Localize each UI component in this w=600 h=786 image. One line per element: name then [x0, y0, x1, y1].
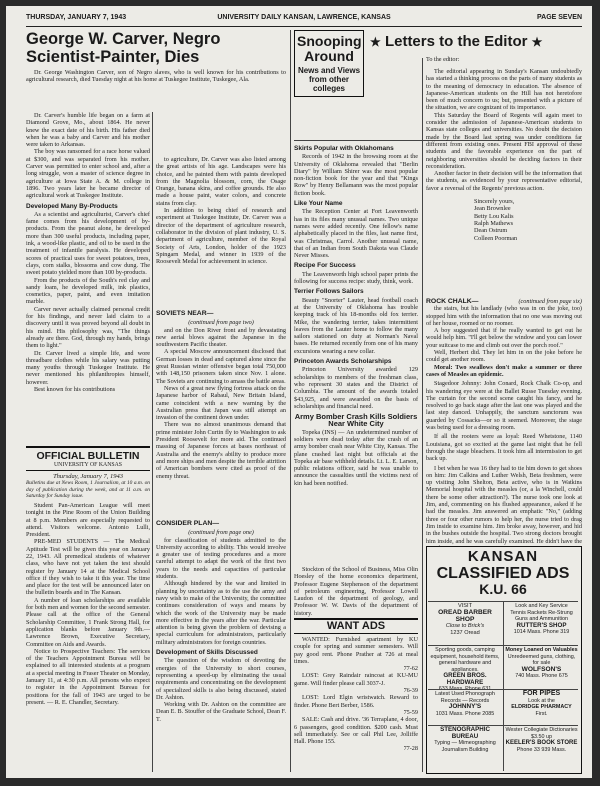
bulletin-item: Student Pan-American League will meet tonight in the Pine Room of the Union Building at 8 p.m. Members are especially requested to attend. Visitors welcome. Antonio Lulli, President. [26, 501, 150, 539]
ad-line: 740 Mass. Phone 675 [515, 673, 568, 679]
consider-subhead: Development of Skills Discussed [156, 649, 258, 657]
masthead-paper-name: UNIVERSITY DAILY KANSAN, LAWRENCE, KANSAS [217, 14, 391, 21]
consider-paragraph: The question of the wisdom of devoting the energies of the University to short courses, representing a speed-up by eliminating the usual requirements and concentrating on the development of specialized skills is also being discussed, stated Dr. Ashton. [156, 657, 286, 701]
ad-line: Sporting goods, camping equipment, household items, general hardware and appliances. [430, 647, 500, 673]
ad-line: OREAD BARBER SHOP [438, 608, 492, 623]
letters-title [370, 32, 582, 52]
ad-wolfsons [505, 647, 578, 687]
masthead-page-number: PAGE SEVEN [537, 14, 582, 21]
carver-headline: George W. Carver, Negro Scientist-Painter, Dies [26, 30, 221, 66]
bulletin-date: Thursday, January 7, 1943 [53, 473, 123, 480]
letters-signer: Colleen Poorman [474, 234, 518, 242]
soviets-paragraph: There was no almost unanimous demand that prime minister John Curtin fly to Washington to ask President Roosevelt for more aid. The continued massing of Japanese forces at bases northeast of Australia and the enemy's ability to produce more and more ships and men despite the terrible attrition of American bombers were cited as proof of the enemy threat. [156, 421, 286, 480]
bulletin-title: OFFICIAL BULLETIN [36, 450, 140, 462]
ad-divider [428, 645, 503, 646]
carver-paragraph: As a scientist and agriculturist, Carver's chief fame comes from his development of by-products. From the peanut alone, he developed more than 300 useful products, including paper, ink, a wood-like plastic, and oil to be used in the treatment of infantile paralysis. He developed scores of practical uses for sweet potatoes, trees, clays, corn stalks, blossoms and cow dung. The sweet potato yielded more than 100 by-products. [26, 210, 150, 277]
carver-column-1 [26, 112, 150, 444]
carver-paragraph: From the products of the South's red clay and sandy loam, he developed milk, ink plastics, cosmetics, paper, paint, and even imitation marble. [26, 276, 150, 306]
carver-paragraph: In addition to being chief of research and experiment at Tuskegee Institute, Dr. Carver was a director of the department of agriculture research, collaborator in the division of plant industry, U. S. department of agriculture, member of the Royal Society of Arts, London, holder of the 1923 Spingarn Medal, and winner in 1939 of the Roosevelt Medal for achievement in science. [156, 207, 286, 266]
rock-chalk-column [426, 298, 582, 545]
classified-kansan: KANSAN [467, 548, 539, 565]
letters-to: To the editor: [426, 56, 460, 63]
snooping-section-text: Princeton University awarded 129 scholarships to members of the freshman class, who represent 30 states and the District of Columbia. The amount of the awards totaled $43,925, and were awarded on the basis of scholarships and financial need. [294, 366, 418, 410]
soviets-title: SOVIETS NEAR— [156, 310, 214, 317]
consider-plan-article [156, 516, 286, 774]
column-divider [422, 58, 423, 772]
ad-line: Look and Key Service [515, 603, 568, 609]
soviets-paragraph: and on the Don River front and by devastating new aerial blows against the Japanese in the southwestern Pacific theater. [156, 326, 286, 349]
ad-line: Tennis Rackets Re-Strung [510, 609, 573, 616]
ad-oread-barber [428, 603, 502, 643]
column-divider [152, 112, 153, 772]
rock-chalk-header [426, 298, 582, 305]
bulletin-item: Notice to Prospective Teachers: The services of the Teachers Appointment Bureau will be explained to all interested students at a program at a special meeting in Fraser Theater on Monday, January 11, at 4:30 p.m. All persons who expect to register in the Appointment Bureau for positions for the fall of 1943 are urged to be present. — R. E. Chandler, Secretary. [26, 647, 150, 706]
want-ads [294, 618, 418, 774]
ad-line: 1237 Oread [450, 630, 480, 637]
carver-paragraph: Dr. Carver's humble life began on a farm at Diamond Grove, Mo., about 1864. He never knew the exact date of his birth. His father died when he was a baby and Carver and his mother were taken to Arkansas. [26, 112, 150, 149]
ad-green-bros [428, 647, 502, 692]
bomber-text: Topeka (INS) — An undetermined number of soldiers were dead today after the crash of an army bomber crash near White City, Kansas. The plane crashed last night but officials at the Topeka air base withheld details. Lt. L. E. Larson, public relations officer, said he was unable to announce the casualties until the victims next of kin had been notified. [294, 428, 418, 487]
snooping-column [294, 142, 418, 562]
ad-line: ELDRIDGE PHARMACY [511, 704, 572, 710]
ad-line: Look at the [528, 697, 555, 704]
ad-divider [504, 645, 578, 646]
carver-paragraph: Best known for his contributions [34, 385, 116, 393]
bulletin-subtitle: UNIVERSITY OF KANSAS [53, 462, 123, 468]
snooping-section-head: Terrier Follows Sailors [294, 288, 364, 296]
bulletin-header [26, 446, 150, 471]
ad-line: Money Loaned on Valuables [505, 647, 578, 653]
snooping-section-text: The Reception Center at Fort Leavenworth has in its files many unusual names. Two unique names were added recently. One fellow's name alphabetically placed in the files, last name first, was Christmas, Carrol. Another unusual name, that of an Indian from South Dakota was Claude Never Misses. [294, 208, 418, 260]
ad-line: STENOGRAPHIC BUREAU [440, 726, 490, 740]
letters-sincerely: Sincerely yours, [474, 198, 515, 206]
rock-chalk-paragraph: I bet when he was 16 they had to tie him down to get shoes on him: Jim Calkins and Luther Welsh, Beta freshmen, were up visiting John Shelton, Beta active, who is in Watkins Memorial hospital with the measles (or, a la Winchell, could there be some other attraction?). The nurse took one look at Jim, and, commenting on his flushed appearance, asked if he had the measles. Jim answered an emphatic "No," (adding three or four other rumors to help her, the nurse tried to drag Jim inside to examine him. Jim broke away, however, and hid in the bushes outside the hospital. Two strong doctors brought him inside, and he was carefully examined. He didn't have the [426, 464, 582, 545]
carver-lead [26, 69, 286, 84]
rock-chalk-title: ROCK CHALK— [426, 298, 479, 305]
snooping-section-text: Beauty "Snorter" Lauter, head football coach at the University of Oklahoma has trouble keeping track of his 18-months old fox terrier. Mike, the wandering terrier, takes intermittent leaves from the Lauter home to follow the many sailors stationed on duty at Norman's Naval bases. He returned recently from one of his many excursions wearing a new collar. [294, 296, 418, 355]
letters-title-text: Letters to the Editor [384, 33, 528, 50]
ad-line: Phone 33 939 Mass. [516, 746, 567, 753]
letters-signer: Jean Brownlee [474, 205, 511, 213]
want-ad-number: 76-39 [403, 687, 418, 695]
ad-line: Typing — Mimeographing [434, 740, 496, 747]
ad-line: Records — Records [440, 697, 490, 704]
ad-line: Wester Collegiate Dictionaries [505, 727, 578, 733]
official-bulletin [26, 446, 150, 776]
snooping-section-head: Like Your Name [294, 200, 343, 208]
consider-paragraph: Although hindered by the war and limited in planning by uncertainty as to the use the army and navy wish to make of the University, the committee continues consideration of ways and means by which the work of the University may be made more effective in the years after the war. Particular attention is being given the problem of devising a special curriculum for administrators, particularly military administrators for foreign countries. [156, 580, 286, 646]
snooping-box [294, 30, 364, 97]
carver-paragraph: Carver never actually claimed personal credit for his findings, and never laid claim to a discovery until it was proved beyond all doubt in his mind. His philosophy was, "The things already are there. God, through my hands, brings them to light." [26, 305, 150, 350]
consider-paragraph: Working with Dr. Ashton on the committee are Dean E. B. Stouffer of the Graduate School, Dean F. T. [156, 701, 286, 723]
bulletin-notice: Bulletins due at News Room, 1 Journalism, at 10 a.m. on day of publication during the week, and at 11 a.m. on Saturday for Sunday issue. [26, 480, 150, 499]
snooping-subtitle: News and Views from other colleges [297, 66, 361, 93]
consider-paragraph: Stockton of the School of Business, Miss Olin Hoesley of the home economics department, Professor Eugene Stephenson of the department of petroleum engineering, Professor Lowell Laudon of the department of geology, and Professor W. W. Davis of the department of history. [294, 566, 418, 617]
ad-line: Guns and Ammunition [514, 616, 569, 622]
star-icon: ★ [531, 35, 543, 49]
snooping-section-text: The Leavenworth high school paper prints the following for success recipe: study, think, work. [294, 270, 418, 286]
carver-subhead: Developed Many By-Products [26, 202, 118, 210]
carver-paragraph: Dr. Carver lived a simple life, and wore threadbare clothes while his salary was putting many youths through Tuskegee Institute. He never mentioned his philanthropies himself, however. [26, 349, 150, 386]
consider-continued: (continued from page one) [188, 529, 254, 537]
ad-line: Latest Used Phonograph [435, 691, 495, 697]
ad-line: Close to Brick's [445, 623, 485, 630]
carver-paragraph: to agriculture, Dr. Carver was also listed among the great artists of his age. Landscapes were his choice, and he painted them with paints developed from the Magnolia blossom, corn, the Osage Orange, banana skins, and coffee grounds. He also made a house paint, water colors, and concrete stains from clay. [156, 156, 286, 207]
rock-chalk-paragraph: Well, Herbert did. They let him in on the joke before he could get another room. [426, 349, 582, 364]
ad-line: GREEN BROS. HARDWARE [443, 672, 487, 686]
ad-divider [504, 725, 578, 726]
soviets-paragraph: A special Moscow announcement disclosed that German losses in dead and captured alone since the great Russian winter offensive began total 750,000 with 148,150 prisoners taken since Nov. 1 alone. The Soviets are continuing to amass the battle areas. [156, 348, 286, 385]
carver-paragraph: The boy was ransomed for a race horse valued at $300, and was separated from his mother. Carver was permitted to enter school and, after a long struggle, won a master of science degree in agriculture at Iowa State A. & M. college in 1896. Two years later he became director of agricultural work at Tuskegee Institute. [26, 148, 150, 200]
want-ads-title: WANT ADS [294, 618, 418, 634]
bulletin-item: A number of loan scholarships are available for both men and women for the second semester. Please call at the office of the General Scholarship Committee, 1 Frank Strong Hall, for application blanks before January 9th.—Lawrence Brown, Executive Secretary, Committee on Aids and Awards. [26, 596, 150, 648]
letters-signer: Ralph Mathews [474, 219, 514, 227]
classified-phone: K.U. 66 [479, 581, 527, 597]
want-ad-text: SALE: Cash and drive. '36 Terraplane, 4 door, 6 passengers, good condition. $200 cash. Must sell immediately. See or call Phil Lee, Jolliffe Hall. Phone 155. [294, 716, 418, 746]
snooping-section-head: Princeton Awards Scholarships [294, 358, 392, 366]
consider-title: CONSIDER PLAN— [156, 520, 220, 527]
consider-continued-text [294, 566, 418, 616]
ad-eldridge-pharmacy [505, 691, 578, 723]
ad-line: FOR PIPES [522, 690, 561, 697]
carver-paragraph: Dr. George Washington Carver, son of Negro slaves, who is well known for his contributions to agricultural research, died Tuesday night at his home at Tuskegee Institute, Tuskegee, Ala. [26, 69, 286, 84]
ad-line: Unredeemed guns, clothing, for sale [507, 653, 576, 666]
classified-banner [428, 549, 578, 599]
snooping-section-head: Recipe For Success [294, 262, 356, 270]
letters-signer: Betty Lou Kalis [474, 212, 514, 220]
rock-chalk-moral: Moral: Two swallows don't make a summer or three cases of Measles an epidemic. [426, 363, 582, 378]
bulletin-item: PRE-MED STUDENTS — The Medical Aptitude Test will be given this year on January 22, 1943. All premedical students of whatever class, who have not yet taken the test should register by January 14 at the Medical School office if they wish to take it this year. The time and place for the test will be announced later on the bulletin boards and in The Kansan. [26, 538, 150, 597]
rock-chalk-continued: (continued from page six) [518, 298, 582, 305]
masthead [26, 12, 582, 24]
letters-signer: Dean Ostrum [474, 227, 508, 235]
consider-paragraph: for classification of students admitted to the University according to ability. This would involve a greater use of testing procedures and a more careful attempt to adapt the work of the first two years to the needs and capacities of particular students. [156, 536, 286, 581]
ad-line: VISIT [458, 603, 472, 609]
letters-body [426, 68, 582, 296]
ad-line: KEELER'S BOOK STORE [505, 740, 578, 747]
ad-stenographic-bureau [428, 727, 502, 769]
letters-salutation [426, 56, 582, 66]
ad-johnnys [428, 691, 502, 723]
letters-paragraph: Another factor in their decision will be the information that the students, as evidenced by your representative editorial, favor a reversal of the Regents' previous action. [426, 170, 582, 192]
ad-rutters-shop [505, 603, 578, 643]
ad-line: First. [535, 710, 548, 717]
ad-line: 1014 Mass. Phone 319 [513, 629, 570, 635]
carver-headline-block [26, 30, 286, 114]
soviets-paragraph: News of a great new flying fortress attack on the Japanese harbor of Rabaul, New Britain Island, came coincident with a new warning by the Australian press that Japan was still attempt an invasion of the continent down under. [156, 384, 286, 422]
want-ad-text: LOST: Grey Raindair raincoat at KU-MU game. Will finder please call 3037-J. [294, 672, 418, 687]
want-ad-text: WANTED: Furnished apartment by KU couple for spring and summer semesters. Will pay good rent. Phone Prather at 726 at meal times. [294, 636, 418, 665]
want-ad-number: 77-28 [403, 745, 418, 753]
snooping-header [294, 30, 364, 140]
ad-line: Journalism Building [441, 746, 489, 753]
letters-header [370, 32, 582, 56]
want-ad-text: LOST: Lord Elgin wristwatch. Reward to finder. Phone Bert Berber, 1586. [294, 694, 418, 709]
classified-title: CLASSIFIED ADS [436, 565, 570, 582]
bulletin-body [26, 473, 150, 706]
ad-divider [428, 689, 503, 690]
ad-keelers-book-store [505, 727, 578, 769]
ad-line: $3.50 up [531, 733, 552, 740]
snooping-title: Snooping Around [297, 33, 362, 64]
want-ad-number: 75-59 [403, 708, 418, 716]
rock-chalk-paragraph: Stagedoor Johnny: John Conard, Rock Chalk Co-op, and his wandering eye were at the Ballet Russe Tuesday evening. The curtain for the second scene caught his fancy, and he resolved to go back stage after the last one was played and the last step danced. Unhappily, the sanctum sanctorum was guarded by Cossacks—or so it seemed. Moreover, the stage was being used for a dressing room. [426, 380, 582, 432]
letters-paragraph: This Saturday the Board of Regents will again meet to consider the admission of Japanese-American students to Kansas state colleges and universities. No doubt the decision made by the Board last spring was under conditions far different from existing ones. Present FBI approval of these students and the favorable experience on the part of neighboring universities should be deciding factors in their reconsideration. [426, 111, 582, 170]
bomber-headline: Army Bomber Crash Kills Soldiers Near White City [294, 412, 418, 429]
want-ad-number: 77-62 [403, 665, 418, 673]
masthead-date: THURSDAY, JANUARY 7, 1943 [26, 14, 127, 21]
ad-line: WOLFSON'S [521, 665, 562, 673]
rock-chalk-paragraph: A boy suggested that if he really wanted to get out he would help him. "I'll get below the window and you can lower your suitcase to me and climb out over the porch roof." [426, 327, 582, 349]
star-icon: ★ [370, 35, 381, 49]
rock-chalk-paragraph: If all the rooters were as loyal: Reed Whetstone, 1140 Louisiana, got so excited at the game last night that he fell through the stage bleachers. It took him all intermission to get back up. [426, 433, 582, 463]
snooping-section-head: Skirts Popular with Oklahomans [294, 145, 394, 152]
masthead-rule [26, 26, 582, 27]
carver-column-2 [156, 156, 286, 306]
ad-line: JOHNNY'S [448, 703, 482, 710]
letters-paragraph: The editorial appearing in Sunday's Kansan undoubtedly has started a thinking process on the parts of many students as to the meaning of democracy in education. The absence of Japanese-American students on the Hill has not heretofore been of much concern to us; but, presented with a picture of the situation, we are cognizant of its importance. [426, 68, 582, 112]
snooping-section-text: Records of 1942 in the browsing room at the University of Oklahoma revealed that "Berlin Diary" by William Shirer was the most popular non-fiction book for the year and that "Kings Row" by Henry Bellamann was the most popular fiction book. [294, 153, 418, 197]
ad-line: RUTTER'S SHOP [516, 621, 567, 629]
ad-line: 1031 Mass. Phone 2085 [435, 710, 495, 717]
column-divider [290, 30, 291, 772]
ad-divider [503, 601, 504, 771]
ad-line: 633 Mass. Phone 631 [438, 686, 492, 692]
rock-chalk-paragraph: the stairs, but his landlady (who was in on the joke, too) stopped him with the information that no one was moving out of her house, roomed or no roomer. [426, 305, 582, 327]
soviets-continued: (continued from page two) [188, 319, 254, 327]
newspaper-page [6, 6, 592, 778]
